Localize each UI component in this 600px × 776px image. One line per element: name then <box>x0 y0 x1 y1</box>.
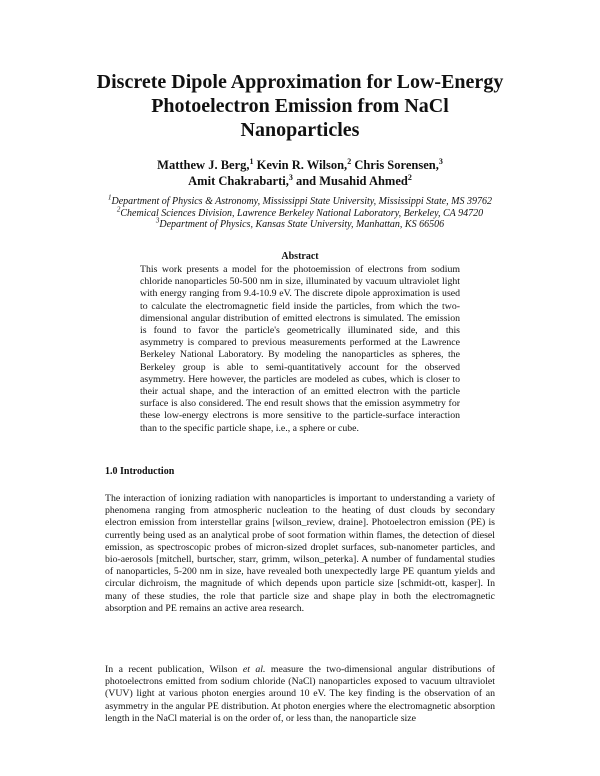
author-name: Chris Sorensen, <box>351 158 439 172</box>
author-affil-mark: 1 <box>249 156 254 166</box>
para-text: measure the two-dimensional angular distributions of photoelectrons emitted from sodium chloride (NaCl) nanoparticles exposed to vacuum ultraviolet (VUV) light at various photon energies around 10 eV. The key finding is the observation of an asymmetry in the angular PE distribution. At photon energies where the electromagnetic absorption length in the NaCl material is on the order of, or less than, the nanoparticle size <box>105 664 495 724</box>
paper-title: Discrete Dipole Approximation for Low-Energy Photoelectron Emission from NaCl Nanoparticles <box>96 71 504 141</box>
author-name: Matthew J. Berg, <box>157 158 250 172</box>
author-name: and Musahid Ahmed <box>292 174 408 188</box>
author-affil-mark: 3 <box>438 156 443 166</box>
affil-mark: 3 <box>155 216 160 225</box>
affiliation <box>60 205 540 220</box>
author-affil-mark: 3 <box>288 172 293 182</box>
et-al-italic: et al. <box>242 664 266 675</box>
para-text: In a recent publication, Wilson <box>105 664 243 675</box>
affil-mark: 2 <box>116 205 121 214</box>
author-affil-mark: 2 <box>407 172 412 182</box>
intro-paragraph-2 <box>105 664 495 725</box>
affiliation-list <box>60 193 540 231</box>
abstract-text: This work presents a model for the photoemission of electrons from sodium chloride nanoparticles 50-500 nm in size, illuminated by vacuum ultraviolet light with energy ranging from 9.4-10.9 eV. The discrete dipole approximation is used to calculate the electromagnetic field inside the particles, from which the two-dimensional angular distribution of emitted electrons is simulated. The emission is found to favor the particle's geometrically illuminated side, and this asymmetry is compared to previous measurements performed at the Lawrence Berkeley National Laboratory. By modeling the nanoparticles as spheres, the Berkeley group is able to semi-quantitatively account for the observed asymmetry. Here however, the particles are modeled as cubes, which is closer to their actual shape, and the interaction of an emitted electron with the particle surface is also considered. The end result shows that the emission asymmetry for these low-energy electrons is more sensitive to the particle-surface interaction than to the specific particle shape, i.e., a sphere or cube. <box>140 264 460 434</box>
author-name: Kevin R. Wilson, <box>253 158 348 172</box>
author-affil-mark: 2 <box>347 156 352 166</box>
section-heading-introduction: 1.0 Introduction <box>105 466 175 477</box>
affil-mark: 1 <box>107 193 112 202</box>
affil-text: Department of Physics, Kansas State University, Manhattan, KS 66506 <box>159 219 445 230</box>
abstract-heading: Abstract <box>281 251 319 262</box>
author-list <box>100 157 500 189</box>
affiliation <box>60 193 540 208</box>
affiliation <box>60 216 540 231</box>
author-name: Amit Chakrabarti, <box>188 174 289 188</box>
affil-text: Chemical Sciences Division, Lawrence Berkeley National Laboratory, Berkeley, CA 94720 <box>120 207 484 219</box>
intro-paragraph-1: The interaction of ionizing radiation with nanoparticles is important to understanding a variety of phenomena ranging from atmospheric nucleation to the heating of dust clouds by secondary electron emission from interstellar grains [wilson_review, draine]. Photoelectron emission (PE) is currently being used as an analytical probe of soot formation within flames, the detection of diesel emission, as spectroscopic probes of micron-sized droplet surfaces, sub-nanometer particles, and bio-aerosols [mitchell, burtscher, starr, grimm, wilson_peterka]. A number of fundamental studies of nanoparticles, 5-200 nm in size, have revealed both unexpectedly large PE quantum yields and circular dichroism, the magnitude of which depends upon particle size [schmidt-ott, kasper]. In many of these studies, the role that particle size and shape play in both the electromagnetic absorption and PE remains an active area research. <box>105 493 495 614</box>
affil-text: Department of Physics & Astronomy, Mississippi State University, Mississippi State, MS 39762 <box>111 196 493 207</box>
